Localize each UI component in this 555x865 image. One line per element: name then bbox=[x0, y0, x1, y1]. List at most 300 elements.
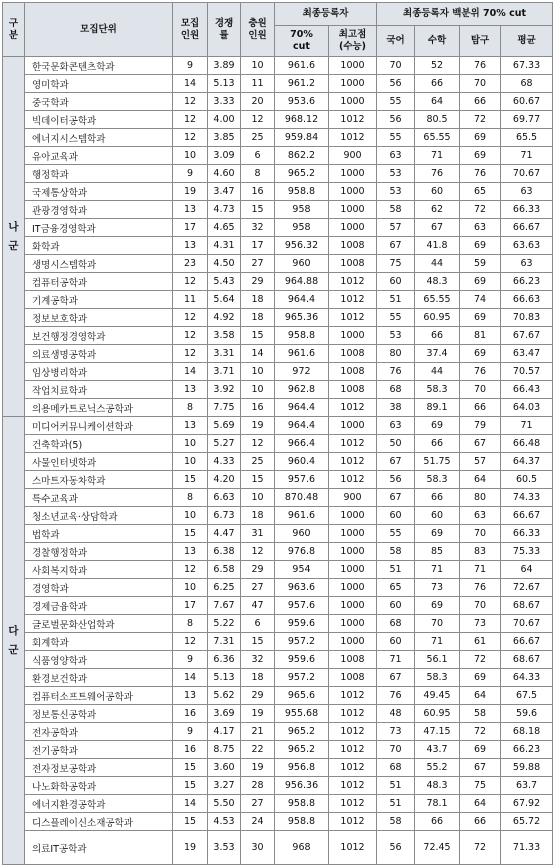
cell-max-score: 1012 bbox=[329, 129, 377, 147]
cell-inquiry: 63 bbox=[460, 507, 501, 525]
cell-average: 66.67 bbox=[501, 507, 553, 525]
cell-math: 60 bbox=[415, 183, 460, 201]
cell-quota: 16 bbox=[173, 741, 208, 759]
table-row bbox=[3, 453, 553, 471]
cell-average: 68.67 bbox=[501, 651, 553, 669]
cell-average: 63 bbox=[501, 183, 553, 201]
cell-inquiry: 69 bbox=[460, 147, 501, 165]
cell-quota: 14 bbox=[173, 795, 208, 813]
cell-unit: 국제통상학과 bbox=[25, 183, 173, 201]
cell-quota: 12 bbox=[173, 93, 208, 111]
cell-competition: 7.67 bbox=[208, 597, 241, 615]
cell-additional: 28 bbox=[241, 777, 275, 795]
cell-cut70: 964.4 bbox=[275, 417, 329, 435]
table-row bbox=[3, 165, 553, 183]
cell-cut70: 958.8 bbox=[275, 795, 329, 813]
table-row bbox=[3, 309, 553, 327]
cell-quota: 13 bbox=[173, 237, 208, 255]
cell-cut70: 954 bbox=[275, 561, 329, 579]
cell-max-score: 1000 bbox=[329, 327, 377, 345]
cell-additional: 25 bbox=[241, 453, 275, 471]
cell-inquiry: 69 bbox=[460, 309, 501, 327]
cell-max-score: 1000 bbox=[329, 561, 377, 579]
cell-max-score: 1008 bbox=[329, 651, 377, 669]
cell-average: 64.33 bbox=[501, 669, 553, 687]
cell-korean: 67 bbox=[377, 489, 415, 507]
cell-korean: 53 bbox=[377, 165, 415, 183]
table-row bbox=[3, 705, 553, 723]
cell-cut70: 960.4 bbox=[275, 453, 329, 471]
cell-korean: 68 bbox=[377, 615, 415, 633]
cell-cut70: 966.4 bbox=[275, 435, 329, 453]
cell-math: 65.55 bbox=[415, 129, 460, 147]
cell-cut70: 958 bbox=[275, 201, 329, 219]
cell-max-score: 1000 bbox=[329, 57, 377, 75]
cell-cut70: 972 bbox=[275, 363, 329, 381]
table-row bbox=[3, 687, 553, 705]
cell-cut70: 965.2 bbox=[275, 741, 329, 759]
table-row bbox=[3, 579, 553, 597]
cell-quota: 15 bbox=[173, 759, 208, 777]
cell-additional: 10 bbox=[241, 381, 275, 399]
header-max-score: 최고점 (수능) bbox=[329, 26, 377, 57]
cell-competition: 7.75 bbox=[208, 399, 241, 417]
cell-additional: 27 bbox=[241, 255, 275, 273]
cell-max-score: 900 bbox=[329, 147, 377, 165]
cell-unit: 영미학과 bbox=[25, 75, 173, 93]
cell-inquiry: 76 bbox=[460, 165, 501, 183]
cell-inquiry: 63 bbox=[460, 219, 501, 237]
cell-inquiry: 58 bbox=[460, 705, 501, 723]
cell-cut70: 962.8 bbox=[275, 381, 329, 399]
cell-average: 66.23 bbox=[501, 741, 553, 759]
cell-korean: 56 bbox=[377, 471, 415, 489]
cell-average: 64.03 bbox=[501, 399, 553, 417]
cell-max-score: 1008 bbox=[329, 237, 377, 255]
cell-math: 73 bbox=[415, 579, 460, 597]
cell-max-score: 1000 bbox=[329, 417, 377, 435]
cell-max-score: 1012 bbox=[329, 795, 377, 813]
cell-competition: 4.60 bbox=[208, 165, 241, 183]
table-row bbox=[3, 741, 553, 759]
cell-competition: 5.64 bbox=[208, 291, 241, 309]
cell-average: 75.33 bbox=[501, 543, 553, 561]
cell-quota: 13 bbox=[173, 417, 208, 435]
cell-math: 66 bbox=[415, 435, 460, 453]
table-row bbox=[3, 759, 553, 777]
cell-korean: 55 bbox=[377, 525, 415, 543]
cell-competition: 6.73 bbox=[208, 507, 241, 525]
cell-quota: 17 bbox=[173, 219, 208, 237]
cell-average: 63.7 bbox=[501, 777, 553, 795]
cell-math: 69 bbox=[415, 525, 460, 543]
cell-korean: 65 bbox=[377, 579, 415, 597]
cell-additional: 18 bbox=[241, 309, 275, 327]
cell-additional: 32 bbox=[241, 651, 275, 669]
cell-competition: 5.13 bbox=[208, 669, 241, 687]
cell-cut70: 961.6 bbox=[275, 345, 329, 363]
cell-korean: 55 bbox=[377, 93, 415, 111]
cell-average: 67.5 bbox=[501, 687, 553, 705]
cell-additional: 31 bbox=[241, 525, 275, 543]
table-row bbox=[3, 525, 553, 543]
cell-korean: 70 bbox=[377, 741, 415, 759]
cell-additional: 12 bbox=[241, 111, 275, 129]
table-row bbox=[3, 633, 553, 651]
cell-unit: 환경보건학과 bbox=[25, 669, 173, 687]
cell-additional: 16 bbox=[241, 399, 275, 417]
group-label: 나 군 bbox=[3, 57, 25, 417]
cell-average: 66.43 bbox=[501, 381, 553, 399]
cell-additional: 18 bbox=[241, 507, 275, 525]
cell-competition: 6.38 bbox=[208, 543, 241, 561]
table-row bbox=[3, 507, 553, 525]
cell-korean: 67 bbox=[377, 453, 415, 471]
cell-max-score: 1012 bbox=[329, 813, 377, 831]
cell-additional: 32 bbox=[241, 219, 275, 237]
table-body bbox=[3, 57, 553, 865]
cell-max-score: 1012 bbox=[329, 723, 377, 741]
cell-additional: 17 bbox=[241, 237, 275, 255]
cell-average: 72.67 bbox=[501, 579, 553, 597]
cell-unit: 전자정보공학과 bbox=[25, 759, 173, 777]
cell-quota: 8 bbox=[173, 399, 208, 417]
cell-average: 64.37 bbox=[501, 453, 553, 471]
cell-quota: 8 bbox=[173, 615, 208, 633]
cell-additional: 29 bbox=[241, 273, 275, 291]
cell-cut70: 961.2 bbox=[275, 75, 329, 93]
cell-competition: 6.25 bbox=[208, 579, 241, 597]
cell-additional: 18 bbox=[241, 669, 275, 687]
cell-quota: 17 bbox=[173, 597, 208, 615]
table-row bbox=[3, 237, 553, 255]
cell-korean: 76 bbox=[377, 363, 415, 381]
cell-unit: 경찰행정학과 bbox=[25, 543, 173, 561]
cell-average: 71 bbox=[501, 147, 553, 165]
cell-math: 58.3 bbox=[415, 669, 460, 687]
cell-competition: 5.62 bbox=[208, 687, 241, 705]
cell-cut70: 964.4 bbox=[275, 399, 329, 417]
header-cut70: 70% cut bbox=[275, 26, 329, 57]
cell-math: 69 bbox=[415, 417, 460, 435]
cell-average: 59.88 bbox=[501, 759, 553, 777]
cell-additional: 47 bbox=[241, 597, 275, 615]
header-group: 구 분 bbox=[3, 3, 25, 57]
cell-quota: 12 bbox=[173, 111, 208, 129]
cell-average: 63.47 bbox=[501, 345, 553, 363]
cell-quota: 14 bbox=[173, 669, 208, 687]
cell-additional: 10 bbox=[241, 363, 275, 381]
table-row bbox=[3, 669, 553, 687]
cell-korean: 60 bbox=[377, 597, 415, 615]
cell-cut70: 956.36 bbox=[275, 777, 329, 795]
cell-additional: 6 bbox=[241, 147, 275, 165]
cell-competition: 4.73 bbox=[208, 201, 241, 219]
table-row bbox=[3, 471, 553, 489]
cell-unit: 청소년교육·상담학과 bbox=[25, 507, 173, 525]
table-header bbox=[3, 3, 553, 57]
table-row bbox=[3, 435, 553, 453]
cell-inquiry: 75 bbox=[460, 777, 501, 795]
cell-max-score: 1012 bbox=[329, 705, 377, 723]
cell-inquiry: 69 bbox=[460, 273, 501, 291]
cell-inquiry: 64 bbox=[460, 795, 501, 813]
cell-korean: 76 bbox=[377, 687, 415, 705]
cell-korean: 68 bbox=[377, 759, 415, 777]
cell-competition: 4.31 bbox=[208, 237, 241, 255]
cell-max-score: 1000 bbox=[329, 183, 377, 201]
cell-unit: IT금융경영학과 bbox=[25, 219, 173, 237]
cell-quota: 14 bbox=[173, 75, 208, 93]
cell-korean: 60 bbox=[377, 633, 415, 651]
cell-quota: 12 bbox=[173, 273, 208, 291]
cell-additional: 12 bbox=[241, 435, 275, 453]
cell-cut70: 957.2 bbox=[275, 669, 329, 687]
cell-quota: 12 bbox=[173, 309, 208, 327]
cell-unit: 디스플레이신소재공학과 bbox=[25, 813, 173, 831]
group-label: 다 군 bbox=[3, 417, 25, 865]
cell-cut70: 968.12 bbox=[275, 111, 329, 129]
cell-inquiry: 66 bbox=[460, 93, 501, 111]
cell-math: 41.8 bbox=[415, 237, 460, 255]
cell-cut70: 953.6 bbox=[275, 93, 329, 111]
cell-math: 71 bbox=[415, 147, 460, 165]
cell-math: 60.95 bbox=[415, 705, 460, 723]
cell-average: 66.23 bbox=[501, 273, 553, 291]
cell-quota: 13 bbox=[173, 381, 208, 399]
cell-inquiry: 71 bbox=[460, 561, 501, 579]
table-row bbox=[3, 561, 553, 579]
cell-competition: 6.58 bbox=[208, 561, 241, 579]
cell-math: 47.15 bbox=[415, 723, 460, 741]
cell-cut70: 965.2 bbox=[275, 723, 329, 741]
cell-average: 63.63 bbox=[501, 237, 553, 255]
cell-korean: 63 bbox=[377, 417, 415, 435]
cell-korean: 57 bbox=[377, 219, 415, 237]
cell-average: 66.67 bbox=[501, 633, 553, 651]
cell-math: 43.7 bbox=[415, 741, 460, 759]
cell-inquiry: 69 bbox=[460, 741, 501, 759]
table-row bbox=[3, 723, 553, 741]
table-row bbox=[3, 813, 553, 831]
cell-unit: 경영학과 bbox=[25, 579, 173, 597]
cell-unit: 보건행정경영학과 bbox=[25, 327, 173, 345]
cell-max-score: 1000 bbox=[329, 543, 377, 561]
cell-competition: 5.69 bbox=[208, 417, 241, 435]
cell-math: 85 bbox=[415, 543, 460, 561]
cell-math: 60.95 bbox=[415, 309, 460, 327]
cell-average: 66.33 bbox=[501, 525, 553, 543]
cell-competition: 4.33 bbox=[208, 453, 241, 471]
cell-max-score: 1012 bbox=[329, 309, 377, 327]
cell-max-score: 1000 bbox=[329, 579, 377, 597]
cell-inquiry: 69 bbox=[460, 129, 501, 147]
cell-cut70: 961.6 bbox=[275, 57, 329, 75]
cell-quota: 15 bbox=[173, 813, 208, 831]
cell-korean: 60 bbox=[377, 507, 415, 525]
cell-average: 66.63 bbox=[501, 291, 553, 309]
cell-additional: 19 bbox=[241, 417, 275, 435]
cell-korean: 63 bbox=[377, 147, 415, 165]
cell-average: 70.67 bbox=[501, 165, 553, 183]
cell-competition: 4.65 bbox=[208, 219, 241, 237]
cell-inquiry: 72 bbox=[460, 831, 501, 865]
cell-unit: 특수교육과 bbox=[25, 489, 173, 507]
cell-quota: 13 bbox=[173, 201, 208, 219]
cell-competition: 3.33 bbox=[208, 93, 241, 111]
cell-cut70: 956.32 bbox=[275, 237, 329, 255]
table-row bbox=[3, 93, 553, 111]
cell-korean: 67 bbox=[377, 237, 415, 255]
cell-quota: 13 bbox=[173, 687, 208, 705]
cell-average: 59.6 bbox=[501, 705, 553, 723]
table-row bbox=[3, 777, 553, 795]
cell-additional: 20 bbox=[241, 93, 275, 111]
cell-max-score: 1012 bbox=[329, 777, 377, 795]
cell-cut70: 862.2 bbox=[275, 147, 329, 165]
cell-cut70: 957.2 bbox=[275, 633, 329, 651]
cell-cut70: 968 bbox=[275, 831, 329, 865]
cell-competition: 5.22 bbox=[208, 615, 241, 633]
table-row bbox=[3, 543, 553, 561]
cell-competition: 5.43 bbox=[208, 273, 241, 291]
cell-unit: 생명시스템학과 bbox=[25, 255, 173, 273]
cell-cut70: 965.36 bbox=[275, 309, 329, 327]
cell-additional: 18 bbox=[241, 291, 275, 309]
cell-quota: 23 bbox=[173, 255, 208, 273]
cell-competition: 3.69 bbox=[208, 705, 241, 723]
cell-additional: 11 bbox=[241, 75, 275, 93]
cell-korean: 51 bbox=[377, 291, 415, 309]
cell-inquiry: 66 bbox=[460, 813, 501, 831]
cell-cut70: 960 bbox=[275, 255, 329, 273]
cell-korean: 50 bbox=[377, 435, 415, 453]
cell-korean: 70 bbox=[377, 57, 415, 75]
cell-max-score: 1000 bbox=[329, 525, 377, 543]
cell-unit: 정보보호학과 bbox=[25, 309, 173, 327]
cell-competition: 3.58 bbox=[208, 327, 241, 345]
cell-korean: 55 bbox=[377, 309, 415, 327]
table-row bbox=[3, 75, 553, 93]
cell-max-score: 1000 bbox=[329, 633, 377, 651]
cell-additional: 10 bbox=[241, 57, 275, 75]
cell-max-score: 1012 bbox=[329, 687, 377, 705]
cell-competition: 3.53 bbox=[208, 831, 241, 865]
cell-max-score: 1012 bbox=[329, 471, 377, 489]
cell-korean: 56 bbox=[377, 831, 415, 865]
cell-math: 66 bbox=[415, 327, 460, 345]
cell-additional: 24 bbox=[241, 813, 275, 831]
cell-average: 66.67 bbox=[501, 219, 553, 237]
cell-max-score: 1012 bbox=[329, 741, 377, 759]
cell-math: 69 bbox=[415, 597, 460, 615]
table-row bbox=[3, 255, 553, 273]
cell-max-score: 900 bbox=[329, 489, 377, 507]
cell-additional: 6 bbox=[241, 615, 275, 633]
cell-cut70: 961.6 bbox=[275, 507, 329, 525]
cell-math: 37.4 bbox=[415, 345, 460, 363]
cell-math: 48.3 bbox=[415, 777, 460, 795]
table-row bbox=[3, 363, 553, 381]
table-row bbox=[3, 651, 553, 669]
cell-korean: 53 bbox=[377, 183, 415, 201]
cell-average: 63 bbox=[501, 255, 553, 273]
cell-math: 72.45 bbox=[415, 831, 460, 865]
cell-competition: 5.50 bbox=[208, 795, 241, 813]
cell-quota: 10 bbox=[173, 435, 208, 453]
cell-average: 70.57 bbox=[501, 363, 553, 381]
admissions-results-table bbox=[2, 2, 553, 865]
cell-inquiry: 70 bbox=[460, 381, 501, 399]
cell-math: 56.1 bbox=[415, 651, 460, 669]
table-row bbox=[3, 417, 553, 435]
cell-average: 74.33 bbox=[501, 489, 553, 507]
cell-korean: 51 bbox=[377, 777, 415, 795]
cell-cut70: 958.8 bbox=[275, 183, 329, 201]
cell-inquiry: 76 bbox=[460, 57, 501, 75]
header-quota: 모집 인원 bbox=[173, 3, 208, 57]
cell-additional: 15 bbox=[241, 327, 275, 345]
cell-unit: 중국학과 bbox=[25, 93, 173, 111]
cell-quota: 9 bbox=[173, 57, 208, 75]
cell-cut70: 964.4 bbox=[275, 291, 329, 309]
table-row bbox=[3, 57, 553, 75]
cell-max-score: 1012 bbox=[329, 435, 377, 453]
cell-unit: 미디어커뮤니케이션학과 bbox=[25, 417, 173, 435]
cell-unit: 관광경영학과 bbox=[25, 201, 173, 219]
table-row bbox=[3, 831, 553, 865]
cell-korean: 67 bbox=[377, 669, 415, 687]
cell-unit: 회계학과 bbox=[25, 633, 173, 651]
cell-unit: 경제금융학과 bbox=[25, 597, 173, 615]
table-row bbox=[3, 597, 553, 615]
cell-math: 66 bbox=[415, 75, 460, 93]
cell-average: 60.5 bbox=[501, 471, 553, 489]
cell-quota: 8 bbox=[173, 489, 208, 507]
cell-max-score: 1000 bbox=[329, 201, 377, 219]
table-row bbox=[3, 219, 553, 237]
cell-cut70: 959.6 bbox=[275, 651, 329, 669]
cell-cut70: 964.88 bbox=[275, 273, 329, 291]
cell-unit: 사회복지학과 bbox=[25, 561, 173, 579]
cell-korean: 80 bbox=[377, 345, 415, 363]
cell-inquiry: 79 bbox=[460, 417, 501, 435]
cell-additional: 15 bbox=[241, 201, 275, 219]
cell-unit: 에너지환경공학과 bbox=[25, 795, 173, 813]
cell-math: 62 bbox=[415, 201, 460, 219]
cell-korean: 51 bbox=[377, 561, 415, 579]
cell-inquiry: 67 bbox=[460, 435, 501, 453]
cell-quota: 12 bbox=[173, 129, 208, 147]
cell-average: 71 bbox=[501, 417, 553, 435]
cell-korean: 58 bbox=[377, 201, 415, 219]
cell-korean: 73 bbox=[377, 723, 415, 741]
cell-competition: 5.27 bbox=[208, 435, 241, 453]
table-row bbox=[3, 147, 553, 165]
cell-additional: 21 bbox=[241, 723, 275, 741]
cell-inquiry: 81 bbox=[460, 327, 501, 345]
cell-max-score: 1012 bbox=[329, 453, 377, 471]
cell-average: 71.33 bbox=[501, 831, 553, 865]
cell-quota: 19 bbox=[173, 183, 208, 201]
cell-additional: 10 bbox=[241, 489, 275, 507]
cell-math: 71 bbox=[415, 633, 460, 651]
cell-cut70: 870.48 bbox=[275, 489, 329, 507]
cell-competition: 4.92 bbox=[208, 309, 241, 327]
cell-quota: 12 bbox=[173, 633, 208, 651]
cell-competition: 7.31 bbox=[208, 633, 241, 651]
cell-unit: 전자공학과 bbox=[25, 723, 173, 741]
